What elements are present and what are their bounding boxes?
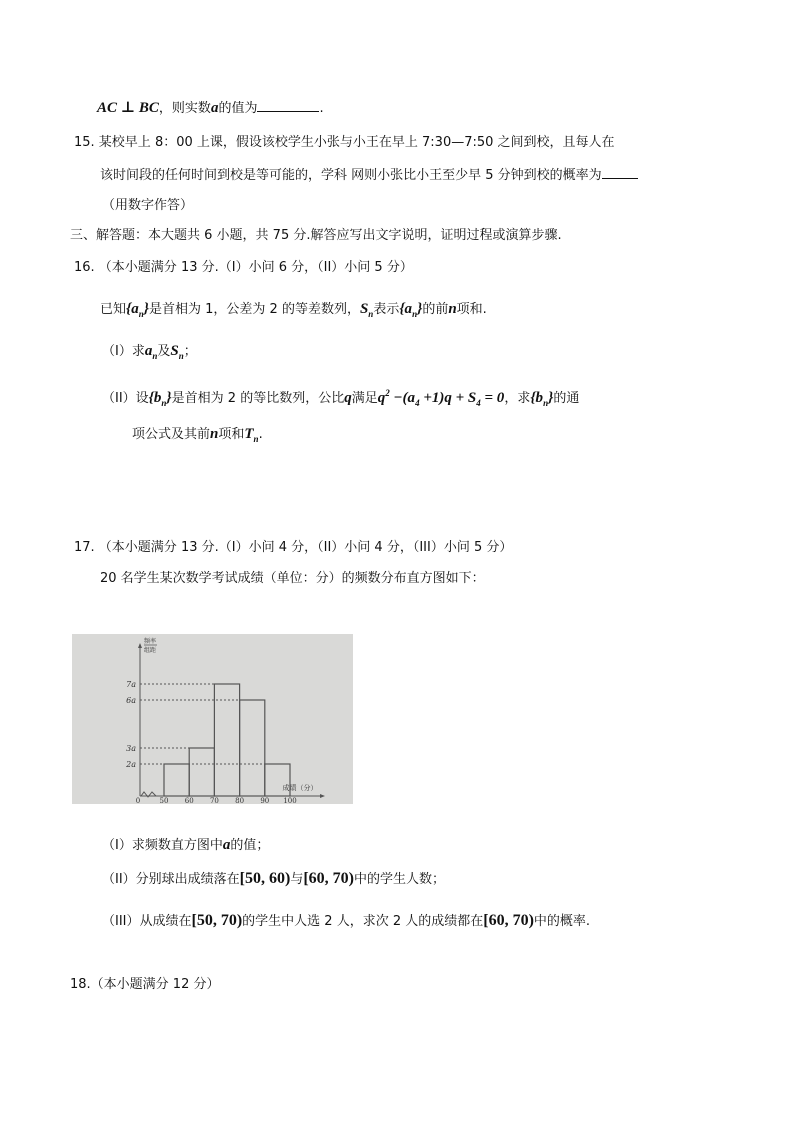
- q16-part1: [102, 342, 197, 365]
- math: [244, 426, 258, 442]
- sub: 4: [476, 398, 481, 408]
- text: 项和: [218, 427, 245, 442]
- y-tick-label: 3a: [126, 744, 136, 753]
- y-tick-label: 2a: [126, 760, 136, 769]
- text: 与: [290, 872, 304, 887]
- y-axis-label-bottom: 组距: [143, 647, 157, 654]
- frequency-histogram: [72, 634, 353, 804]
- x-axis-label: 成绩（分）: [282, 784, 318, 792]
- text: 及: [157, 344, 171, 359]
- q17-part1: [102, 836, 269, 855]
- sub: n: [178, 351, 184, 361]
- m: {b: [530, 390, 544, 406]
- math-var: a: [210, 100, 219, 116]
- sub: n: [161, 398, 167, 408]
- text: 项和.: [456, 302, 487, 317]
- sub: n: [543, 398, 549, 408]
- q17-intro: 20 名学生某次数学考试成绩（单位：分）的频数分布直方图如下：: [100, 571, 485, 586]
- text: （II）设: [102, 391, 149, 406]
- x-tick-label: 70: [209, 797, 219, 804]
- m: }: [548, 390, 554, 406]
- sub: n: [138, 309, 144, 319]
- q16-part2: [102, 384, 579, 412]
- math: n: [448, 301, 457, 317]
- x-tick-label: 50: [159, 797, 169, 804]
- text: ，则实数: [158, 101, 211, 116]
- m: }: [417, 301, 423, 317]
- math: [145, 343, 158, 359]
- math: [399, 301, 422, 317]
- text: 是首相为 1，公差为 2 的等差数列，: [149, 302, 360, 317]
- q17-header: 17. （本小题满分 13 分.（I）小问 4 分，（II）小问 4 分，（III）小问 5 分）: [74, 540, 513, 555]
- text: 的值为: [218, 101, 258, 116]
- m: S: [170, 343, 179, 359]
- math-interval: [60, 70): [303, 870, 354, 887]
- text: 中的概率.: [533, 914, 591, 929]
- x-tick-label: 100: [283, 797, 297, 804]
- math: [126, 301, 149, 317]
- x-tick-label: 90: [260, 797, 270, 804]
- m: S: [359, 301, 369, 317]
- math-interval: [50, 60): [239, 870, 291, 887]
- text: 该时间段的任何时间到校是等可能的，学科 网则小张比小王至少早 5 分钟到校的概率为: [100, 168, 602, 183]
- sup: 2: [385, 388, 390, 398]
- text: 的前: [422, 302, 449, 317]
- q15-line2: [100, 166, 638, 185]
- math: a: [222, 837, 231, 853]
- q14-tail: [97, 99, 324, 118]
- y-tick-label: 6a: [126, 696, 136, 705]
- answer-blank: [602, 166, 638, 179]
- text: .: [319, 101, 324, 116]
- text: 的通: [553, 391, 580, 406]
- math: [149, 390, 172, 406]
- text: （I）求: [102, 344, 145, 359]
- sub: n: [253, 434, 259, 444]
- text: 的学生中人选 2 人，求次 2 人的成绩都在: [242, 914, 484, 929]
- sub: n: [412, 309, 418, 319]
- text: 中的学生人数；: [354, 872, 446, 887]
- sub: n: [368, 309, 374, 319]
- q16-part2-cont: [132, 425, 263, 448]
- text: 已知: [100, 302, 127, 317]
- text: ；: [183, 344, 197, 359]
- math: q: [344, 390, 352, 406]
- x-tick-label: 0: [135, 797, 141, 804]
- text: 表示: [373, 302, 400, 317]
- math: [170, 343, 183, 359]
- math: [530, 390, 553, 406]
- text: （II）分别球出成绩落在: [102, 872, 240, 887]
- m: −(a: [389, 390, 416, 406]
- x-tick-label: 60: [184, 797, 194, 804]
- answer-blank: [257, 99, 319, 112]
- text: .: [258, 427, 263, 442]
- text: ，求: [504, 391, 531, 406]
- m: {b: [148, 390, 162, 406]
- sub: 4: [415, 398, 420, 408]
- m: a: [144, 343, 153, 359]
- math: [360, 301, 373, 317]
- text: 的值；: [230, 838, 270, 853]
- y-tick-label: 7a: [126, 680, 136, 689]
- text: 是首相为 2 的等比数列，公比: [171, 391, 345, 406]
- sub: n: [152, 351, 158, 361]
- m: q: [377, 390, 386, 406]
- math-perpendicular: AC ⊥ BC: [97, 100, 159, 116]
- math: n: [210, 426, 219, 442]
- equation: [378, 390, 505, 406]
- x-tick-label: 80: [235, 797, 245, 804]
- text: （I）求频数直方图中: [102, 838, 223, 853]
- section-3-heading: 三、解答题：本大题共 6 小题，共 75 分.解答应写出文字说明，证明过程或演算步骤.: [70, 228, 562, 243]
- text: 满足: [351, 391, 378, 406]
- m: }: [143, 301, 149, 317]
- q16-header: 16. （本小题满分 13 分.（I）小问 6 分，（II）小问 5 分）: [74, 260, 413, 275]
- m: +1)q + S: [419, 390, 477, 406]
- q15-line1: 15. 某校早上 8：00 上课，假设该校学生小张与小王在早上 7:30—7:50 之间到校，且每人在: [74, 135, 615, 150]
- text: （III）从成绩在: [102, 914, 192, 929]
- m: {a: [126, 301, 139, 317]
- q17-part2: [102, 870, 445, 889]
- m: T: [244, 426, 254, 442]
- q17-part3: [102, 912, 590, 931]
- q18-header: 18.（本小题满分 12 分）: [70, 977, 220, 992]
- m: {a: [399, 301, 413, 317]
- m: }: [166, 390, 172, 406]
- m: = 0: [480, 390, 505, 406]
- math-interval: [60, 70): [483, 912, 534, 929]
- y-axis-label-top: 频率: [143, 638, 157, 645]
- text: 项公式及其前: [132, 427, 211, 442]
- chart-background: [72, 634, 353, 804]
- q15-line3: （用数字作答）: [102, 198, 194, 213]
- math-interval: [50, 70): [191, 912, 243, 929]
- q16-stem: [100, 300, 487, 323]
